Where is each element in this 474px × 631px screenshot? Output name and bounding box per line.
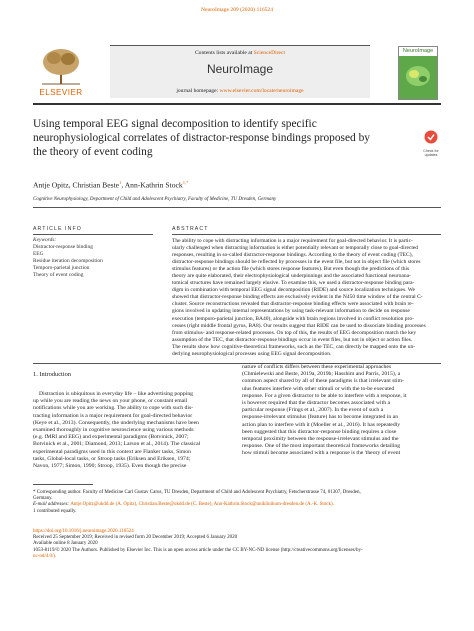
intro-line: particular response (Frings et al., 2007). In the event of such a — [242, 407, 384, 414]
intro-line: tasks, Global-local tasks, or Stroop tasks (Eriksen and Eriksen, 1974; — [33, 455, 191, 462]
elsevier-wordmark: ELSEVIER — [39, 88, 83, 97]
keywords-label: Keywords: — [33, 237, 57, 243]
intro-line: response-irrelevant stimulus (feature) has to become integrated in an — [242, 414, 399, 421]
journal-cover-image — [398, 46, 438, 100]
keyword: Temporo-parietal junction — [33, 265, 90, 271]
running-head[interactable]: NeuroImage 209 (2020) 116524 — [200, 7, 274, 13]
intro-heading: 1. Introduction — [33, 371, 71, 378]
intro-line: examined thoroughly in cognitive neuroscience using various methods — [33, 427, 194, 434]
intro-line: Navon, 1977; Simon, 1990; Stroop, 1935). Even though the precise — [33, 463, 187, 470]
intro-line: is however required that the distractor becomes associated with a — [242, 400, 390, 407]
abstract-rule — [172, 234, 441, 235]
intro-line: (e.g. fMRI and EEG) and experimental paradigms (Botvinick, 2007; — [33, 434, 189, 441]
intro-left-column — [33, 391, 232, 470]
article-title — [33, 117, 413, 159]
keyword: Distractor-response binding — [33, 244, 93, 250]
abstract-line: assumption of the TEC, that distractor-response bindings occur in event files, but not in object or action files. — [172, 336, 413, 343]
email-addresses[interactable]: Antje.Opitz@ukdd.de (A. Opitz), Christian.Beste@ukdd.de (C. Beste), Ann-Kathrin.Stock@uniklinikum-dresden.de (A.-K. Stock). — [70, 502, 334, 508]
abstract-text — [172, 238, 441, 358]
journal-name: NeuroImage — [206, 62, 274, 76]
doi-block — [33, 529, 441, 560]
corresponding-author-note-cont: Germany. — [33, 496, 53, 502]
author-list: Antje Opitz, Christian Beste$^1$, Ann-Kathrin Stock$^{1,*}$ — [33, 180, 189, 190]
footnote-rule — [33, 484, 93, 485]
abstract-line: stimulus features) or the action file (which stores response features). But even though the predictions of this — [172, 266, 410, 273]
author-name[interactable]: Christian Beste — [72, 180, 120, 190]
check-updates-line1: Check for — [423, 149, 439, 153]
intro-line: nature of conflicts differs between these experimental approaches — [242, 364, 392, 370]
title-line: neurophysiological correlates of distractor-response bindings proposed by — [33, 132, 370, 144]
intro-line: notifications while you are working. The ability to cope with such dis- — [33, 405, 194, 412]
check-for-updates-button[interactable] — [420, 130, 442, 156]
license-line: 1053-8119/© 2020 The Authors. Published by Elsevier Inc. This is an open access article under the CC BY-NC-ND license (http://creativecommons.org/licenses/by- — [33, 547, 363, 553]
check-updates-icon — [424, 130, 438, 144]
contents-prefix: Contents lists available at — [194, 50, 254, 56]
check-updates-line2: updates — [424, 153, 438, 157]
intro-line: Botvinick et al., 2001; Diamond, 2013; Larson et al., 2014). The classical — [33, 441, 201, 448]
intro-line: (Chmielewski and Beste, 2019a, 2019b; Hasshim and Parris, 2015), a — [242, 371, 401, 378]
abstract-line: execution (temporo-parietal junction, BA40), alongside with brain regions involved in conflict resolution pro- — [172, 315, 414, 322]
intro-line: common aspect shared by all of these paradigms is that irrelevant stim- — [242, 378, 404, 385]
abstract-line: The ability to cope with distracting information is a major requirement for goal-directed behavior. It is partic- — [172, 238, 413, 244]
author-sup[interactable]: 1 — [119, 180, 122, 185]
affiliation-rule — [33, 207, 441, 208]
email-label: E-mail addresses: — [33, 502, 71, 508]
intro-line: (Keye et al., 2013). Consequently, the underlying mechanisms have been — [33, 419, 199, 426]
keyword: Theory of event coding — [33, 272, 84, 278]
elsevier-tree-logo — [36, 46, 86, 86]
author-sup[interactable]: 1,* — [182, 180, 189, 185]
intro-line: how stimuli become associated with a response is the 'theory of event — [242, 450, 401, 457]
abstract-line: tomical structures have remained largely elusive. To examine this, we used a distractor-response binding para- — [172, 280, 415, 287]
intro-line: been suggested that this distractor-response binding requires a close — [242, 428, 397, 435]
abstract-line: responses, resulting in so-called distractor-response bindings. According to the theory of event coding (TEC), — [172, 252, 413, 259]
intro-line: ulus features interfere with other stimuli or with the to-be executed — [242, 385, 395, 392]
intro-line: action plan to interfere with it (Moeller et al., 2016). It has repeatedly — [242, 421, 401, 428]
footnotes — [33, 490, 441, 515]
abstract-line: cluster. Source reconstructions revealed that distractor-response binding effects were associated with brain re- — [172, 301, 414, 308]
check-updates-label — [420, 149, 442, 157]
article-info-heading: ARTICLE INFO — [33, 226, 82, 232]
abstract-line: showed that distractor-response binding effects are exclusively evident in the N450 time window of the central C- — [172, 294, 423, 301]
received-dates: Received 25 September 2019; Received in revised form 20 December 2019; Accepted 6 January 2020 — [33, 535, 238, 541]
homepage-prefix: journal homepage: — [176, 88, 220, 94]
title-line: Using temporal EEG signal decomposition to identify specific — [33, 118, 317, 130]
abstract-line: cesses (right middle frontal gyrus, BA8). Our results suggest that RIDE can be used to dissociate binding processes — [172, 322, 426, 329]
intro-line: response. For a given distractor to be able to interfere with a response, it — [242, 392, 407, 399]
abstract-line: derlying neurophysiological processes using EEG signal decomposition. — [172, 350, 332, 357]
intro-line: response. One of the most important theoretical frameworks detailing — [242, 443, 401, 450]
abstract-line: theory are quite elaborated, their electrophysiological underpinnings and the associated functional neuroana- — [172, 273, 411, 280]
cover-title: NeuroImage — [399, 47, 437, 56]
article-info-rule — [33, 234, 153, 235]
sciencedirect-link[interactable]: ScienceDirect — [253, 50, 286, 56]
equal-contribution-note: 1 contributed equally. — [33, 508, 77, 514]
corresponding-author-note: * Corresponding author. Faculty of Medicine Carl Gustav Carus, TU Dresden, Department of Child and Adolescent Psychiatry, Fetscherstrasse 74, 01307, Dresden, — [33, 490, 361, 495]
intro-line: up while you are reading the news on your phone, or constant email — [33, 398, 188, 405]
intro-right-column — [242, 364, 441, 458]
abstract-line: from stimulus- and response-related processes. On top of this, the results of EEG decomposition match the key — [172, 329, 417, 336]
homepage-link[interactable]: www.elsevier.com/locate/neuroimage — [219, 88, 304, 94]
intro-line: temporal proximity between the response-irrelevant stimulus and the — [242, 436, 399, 443]
license-link[interactable]: nc-nd/4.0/). — [33, 553, 57, 559]
intro-line: experimental paradigms used in this context are Flanker tasks, Simon — [33, 448, 191, 455]
keyword: EEG — [33, 251, 44, 257]
title-line: the theory of event coding — [33, 146, 153, 158]
header-bottom-rule — [33, 103, 441, 105]
abstract-line: ularly challenged when distracting information is either potentially relevant or temporally close to goal-directed — [172, 245, 419, 252]
abstract-line: distractor-response bindings should be reflected by processes in the event file, but not in object file (which stores — [172, 259, 421, 266]
keywords-block — [33, 237, 153, 279]
doi-link[interactable]: https://doi.org/10.1016/j.neuroimage.2020.116524 — [33, 529, 134, 534]
homepage-line — [110, 88, 370, 95]
abstract-heading: ABSTRACT — [172, 226, 209, 232]
affiliation: Cognitive Neurophysiology, Department of Child and Adolescent Psychiatry, Faculty of Medicine, TU Dresden, Germany — [33, 197, 277, 202]
author-name[interactable]: Antje Opitz — [33, 180, 69, 190]
abstract-line: The results show how cognitive-theoretical frameworks, such as the TEC, can directly be mapped onto the un- — [172, 343, 416, 350]
abstract-line: gions involved in updating internal representations by using task-relevant information to decide on response — [172, 308, 410, 315]
keyword: Residue iteration decomposition — [33, 258, 103, 264]
abstract-line: digm in combination with temporal EEG signal decomposition (RIDE) and source localization techniques. We — [172, 287, 415, 294]
intro-line: tracting information is a major requirement for goal-directed behavior — [33, 412, 193, 419]
intro-line: Distraction is ubiquitous in everyday life – like advertising popping — [39, 391, 194, 397]
author-name[interactable]: Ann-Kathrin Stock — [124, 180, 183, 190]
contents-line — [110, 50, 370, 57]
available-online: Available online 8 January 2020 — [33, 541, 98, 547]
